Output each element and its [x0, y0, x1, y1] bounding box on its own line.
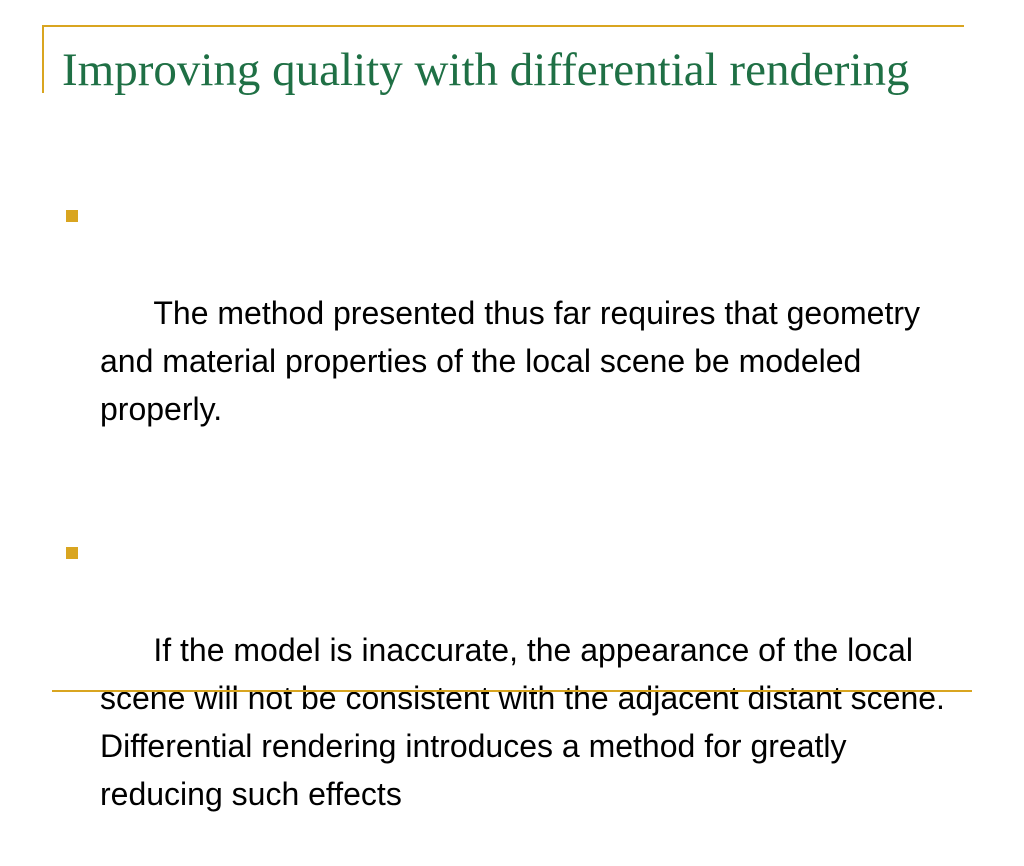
bullet-text: If the model is inaccurate, the appearance of the local scene will not be consistent with the adjacent distant scene. Differential rendering introduces a method for greatly reducing such effects	[100, 632, 963, 812]
bullet-item	[66, 530, 966, 866]
frame-top-rule	[42, 25, 964, 27]
bullet-item	[66, 193, 966, 481]
frame-left-rule	[42, 25, 44, 93]
slide-title: Improving quality with differential rendering	[62, 44, 910, 96]
footer-rule	[52, 690, 972, 692]
bullet-text: The method presented thus far requires that geometry and material properties of the local scene be modeled properly.	[100, 295, 929, 427]
square-bullet-icon	[66, 210, 78, 222]
square-bullet-icon	[66, 547, 78, 559]
bullet-list	[66, 193, 966, 866]
